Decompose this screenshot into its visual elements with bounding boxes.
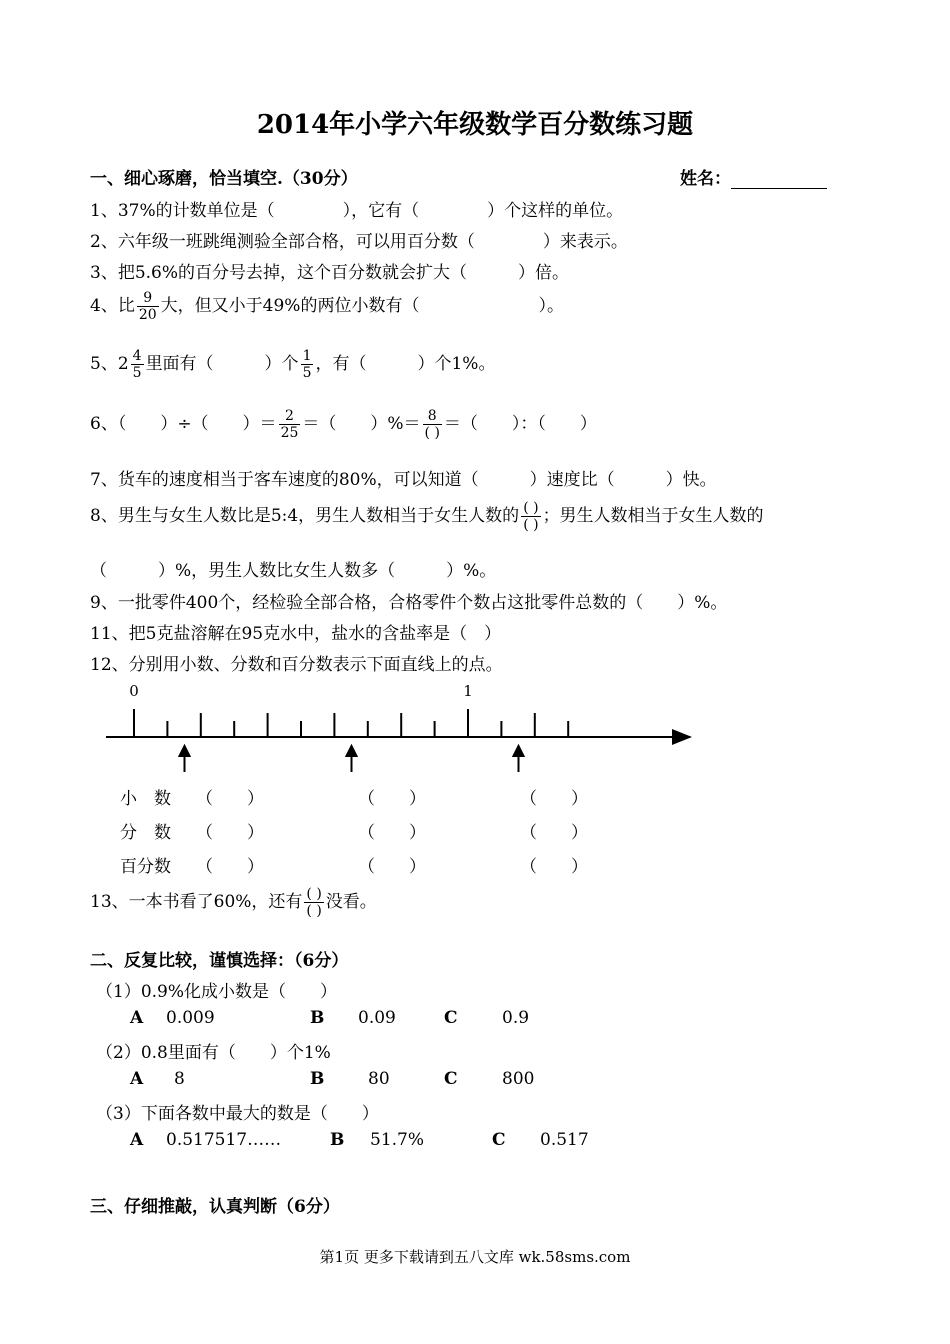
question-11: 11、把5克盐溶解在95克水中，盐水的含盐率是（ ） <box>90 624 502 644</box>
section1-heading: 一、细心琢磨，恰当填空.（30分） <box>90 169 358 189</box>
answer-row-label: 小 数 <box>120 789 171 809</box>
fraction: $\frac{9}{20}$ <box>138 290 157 323</box>
answer-row-label: 分 数 <box>120 823 171 843</box>
section2-heading: 二、反复比较，谨慎选择：（6分） <box>90 951 349 971</box>
answer-blank[interactable]: （ ） <box>196 789 264 809</box>
question-4: 4、比 $\frac{9}{20}$ 大，但又小于49%的两位小数有（ ）。 <box>90 290 564 323</box>
question-8: 8、男生与女生人数比是5:4，男生人数相当于女生人数的 $\frac{( )}{( )}$ ；男生人数相当于女生人数的 <box>90 500 764 533</box>
mc-option-key[interactable]: A <box>130 1130 144 1150</box>
mc-option-value[interactable]: 0.9 <box>502 1008 530 1028</box>
mc-question-stem: （1）0.9%化成小数是（ ） <box>96 982 338 1002</box>
question-1: 1、37%的计数单位是（ ），它有（ ）个这样的单位。 <box>90 201 624 221</box>
fraction: $\frac{4}{5}$ <box>132 348 142 381</box>
question-5: 5、2 $\frac{4}{5}$ 里面有（ ）个 $\frac{1}{5}$ ，有（ ）个1%。 <box>90 348 496 381</box>
number-line-label-1: 1 <box>463 682 473 700</box>
answer-row-label: 百分数 <box>120 857 171 877</box>
mc-option-value[interactable]: 0.09 <box>358 1008 396 1028</box>
mc-option-value[interactable]: 0.517 <box>540 1130 589 1150</box>
page-footer: 第1页 更多下载请到五八文库 wk.58sms.com <box>319 1248 631 1266</box>
mc-option-key[interactable]: A <box>130 1069 144 1089</box>
answer-blank[interactable]: （ ） <box>520 823 588 843</box>
section3-heading: 三、仔细推敲，认真判断（6分） <box>90 1197 340 1217</box>
question-8-continued: （ ）%，男生人数比女生人数多（ ）%。 <box>90 561 497 581</box>
question-12: 12、分别用小数、分数和百分数表示下面直线上的点。 <box>90 655 503 675</box>
mc-option-key[interactable]: A <box>130 1008 144 1028</box>
number-line-point-arrow <box>514 746 524 772</box>
name-field <box>680 164 827 189</box>
answer-blank[interactable]: （ ） <box>358 857 426 877</box>
name-blank[interactable] <box>731 170 827 189</box>
answer-blank[interactable]: （ ） <box>520 857 588 877</box>
mc-option-value[interactable]: 51.7% <box>370 1130 425 1150</box>
fraction: $\frac{1}{5}$ <box>302 348 312 381</box>
number-line-point-arrow <box>347 746 357 772</box>
fraction: $\frac{( )}{( )}$ <box>523 500 539 533</box>
fraction: $\frac{8}{( )}$ <box>424 408 440 441</box>
question-13: 13、一本书看了60%，还有 $\frac{( )}{( )}$ 没看。 <box>90 886 377 919</box>
question-2: 2、六年级一班跳绳测验全部合格，可以用百分数（ ）来表示。 <box>90 232 628 252</box>
question-6: 6、（ ）÷（ ）＝ $\frac{2}{25}$ ＝（ ）%＝ $\frac{8}{( )}$ ＝（ ）：（ ） <box>90 408 597 441</box>
question-9: 9、一批零件400个，经检验全部合格，合格零件个数占这批零件总数的（ ）%。 <box>90 593 728 613</box>
number-line-point-arrow <box>180 746 190 772</box>
answer-blank[interactable]: （ ） <box>196 823 264 843</box>
mc-option-value[interactable]: 8 <box>174 1069 185 1089</box>
number-line-label-0: 0 <box>129 682 139 700</box>
answer-blank[interactable]: （ ） <box>520 789 588 809</box>
mc-question-stem: （2）0.8里面有（ ）个1% <box>96 1043 331 1063</box>
mc-option-value[interactable]: 80 <box>368 1069 390 1089</box>
answer-blank[interactable]: （ ） <box>358 789 426 809</box>
mc-option-key[interactable]: C <box>444 1069 458 1089</box>
mc-option-value[interactable]: 800 <box>502 1069 535 1089</box>
answer-blank[interactable]: （ ） <box>196 857 264 877</box>
mc-option-key[interactable]: B <box>310 1008 325 1028</box>
number-line-arrows <box>180 746 524 772</box>
name-label: 姓名： <box>680 169 731 189</box>
answer-blank[interactable]: （ ） <box>358 823 426 843</box>
mc-option-key[interactable]: C <box>444 1008 458 1028</box>
fraction: $\frac{2}{25}$ <box>280 408 299 441</box>
mc-option-value[interactable]: 0.517517…… <box>166 1130 282 1150</box>
mc-option-key[interactable]: B <box>310 1069 325 1089</box>
mc-option-key[interactable]: C <box>492 1130 506 1150</box>
mc-option-key[interactable]: B <box>330 1130 345 1150</box>
mc-question-stem: （3）下面各数中最大的数是（ ） <box>96 1104 379 1124</box>
question-7: 7、货车的速度相当于客车速度的80%，可以知道（ ）速度比（ ）快。 <box>90 470 717 490</box>
mc-option-value[interactable]: 0.009 <box>166 1008 215 1028</box>
number-line-ticks <box>134 709 568 737</box>
page-title: 2014年小学六年级数学百分数练习题 <box>256 110 694 140</box>
number-line <box>0 676 950 776</box>
fraction: $\frac{( )}{( )}$ <box>306 886 322 919</box>
question-3: 3、把5.6%的百分号去掉，这个百分数就会扩大（ ）倍。 <box>90 263 570 283</box>
